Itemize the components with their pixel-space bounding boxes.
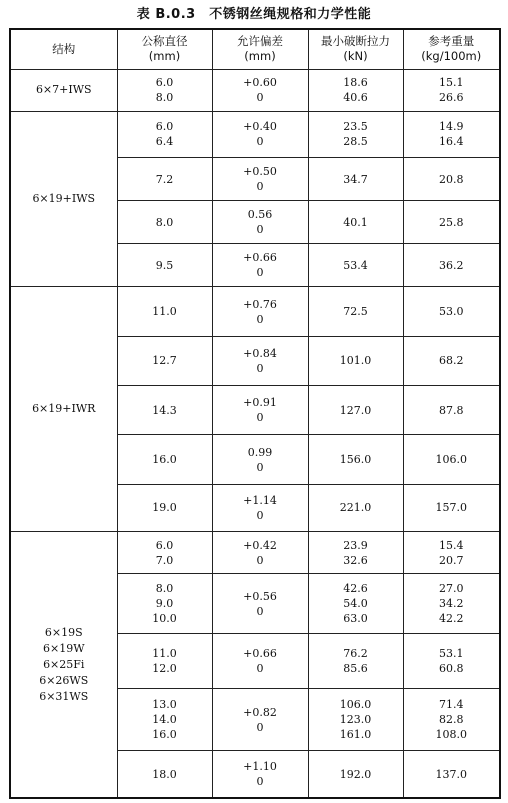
diameter-cell: 11.0 12.0 xyxy=(117,633,212,689)
diameter-cell: 12.7 xyxy=(117,336,212,385)
structure-cell: 6×19+IWR xyxy=(10,287,117,532)
table-caption: 表 B.0.3 不锈钢丝绳规格和力学性能 xyxy=(136,7,372,22)
weight-cell: 106.0 xyxy=(403,435,500,484)
header-row xyxy=(10,29,500,69)
breaking-force-cell: 76.2 85.6 xyxy=(308,633,403,689)
weight-cell: 137.0 xyxy=(403,751,500,798)
breaking-force-cell: 42.6 54.0 63.0 xyxy=(308,574,403,634)
table-row xyxy=(10,69,500,111)
table-row xyxy=(10,111,500,157)
wire-rope-spec-table xyxy=(9,28,501,799)
breaking-force-cell: 53.4 xyxy=(308,244,403,287)
tolerance-cell: +0.42 0 xyxy=(212,532,308,574)
breaking-force-cell: 127.0 xyxy=(308,386,403,435)
tolerance-cell: +1.10 0 xyxy=(212,751,308,798)
diameter-cell: 13.0 14.0 16.0 xyxy=(117,689,212,751)
header-weight: 参考重量 (kg/100m) xyxy=(403,29,500,69)
breaking-force-cell: 106.0 123.0 161.0 xyxy=(308,689,403,751)
tolerance-cell: +0.82 0 xyxy=(212,689,308,751)
header-structure: 结构 xyxy=(10,29,117,69)
header-breaking-force: 最小破断拉力 (kN) xyxy=(308,29,403,69)
weight-cell: 71.4 82.8 108.0 xyxy=(403,689,500,751)
weight-cell: 157.0 xyxy=(403,484,500,531)
structure-cell: 6×7+IWS xyxy=(10,69,117,111)
diameter-cell: 11.0 xyxy=(117,287,212,336)
tolerance-cell: +0.91 0 xyxy=(212,386,308,435)
table-body xyxy=(10,69,500,798)
table-row xyxy=(10,287,500,336)
tolerance-cell: +0.66 0 xyxy=(212,633,308,689)
breaking-force-cell: 156.0 xyxy=(308,435,403,484)
table-row xyxy=(10,532,500,574)
tolerance-cell: +1.14 0 xyxy=(212,484,308,531)
weight-cell: 68.2 xyxy=(403,336,500,385)
breaking-force-cell: 221.0 xyxy=(308,484,403,531)
diameter-cell: 19.0 xyxy=(117,484,212,531)
diameter-cell: 18.0 xyxy=(117,751,212,798)
structure-cell: 6×19S 6×19W 6×25Fi 6×26WS 6×31WS xyxy=(10,532,117,798)
weight-cell: 53.0 xyxy=(403,287,500,336)
breaking-force-cell: 34.7 xyxy=(308,157,403,200)
breaking-force-cell: 72.5 xyxy=(308,287,403,336)
diameter-cell: 8.0 9.0 10.0 xyxy=(117,574,212,634)
structure-cell: 6×19+IWS xyxy=(10,111,117,287)
tolerance-cell: +0.84 0 xyxy=(212,336,308,385)
breaking-force-cell: 101.0 xyxy=(308,336,403,385)
tolerance-cell: 0.99 0 xyxy=(212,435,308,484)
breaking-force-cell: 23.5 28.5 xyxy=(308,111,403,157)
diameter-cell: 6.0 6.4 xyxy=(117,111,212,157)
weight-cell: 20.8 xyxy=(403,157,500,200)
tolerance-cell: 0.56 0 xyxy=(212,201,308,244)
tolerance-cell: +0.40 0 xyxy=(212,111,308,157)
weight-cell: 15.4 20.7 xyxy=(403,532,500,574)
diameter-cell: 6.0 8.0 xyxy=(117,69,212,111)
breaking-force-cell: 23.9 32.6 xyxy=(308,532,403,574)
header-diameter: 公称直径 (mm) xyxy=(117,29,212,69)
weight-cell: 27.0 34.2 42.2 xyxy=(403,574,500,634)
tolerance-cell: +0.56 0 xyxy=(212,574,308,634)
weight-cell: 53.1 60.8 xyxy=(403,633,500,689)
diameter-cell: 6.0 7.0 xyxy=(117,532,212,574)
tolerance-cell: +0.66 0 xyxy=(212,244,308,287)
weight-cell: 36.2 xyxy=(403,244,500,287)
diameter-cell: 16.0 xyxy=(117,435,212,484)
diameter-cell: 14.3 xyxy=(117,386,212,435)
diameter-cell: 9.5 xyxy=(117,244,212,287)
weight-cell: 15.1 26.6 xyxy=(403,69,500,111)
weight-cell: 25.8 xyxy=(403,201,500,244)
tolerance-cell: +0.60 0 xyxy=(212,69,308,111)
weight-cell: 14.9 16.4 xyxy=(403,111,500,157)
diameter-cell: 7.2 xyxy=(117,157,212,200)
weight-cell: 87.8 xyxy=(403,386,500,435)
tolerance-cell: +0.50 0 xyxy=(212,157,308,200)
diameter-cell: 8.0 xyxy=(117,201,212,244)
breaking-force-cell: 192.0 xyxy=(308,751,403,798)
breaking-force-cell: 18.6 40.6 xyxy=(308,69,403,111)
header-tolerance: 允许偏差 (mm) xyxy=(212,29,308,69)
breaking-force-cell: 40.1 xyxy=(308,201,403,244)
tolerance-cell: +0.76 0 xyxy=(212,287,308,336)
